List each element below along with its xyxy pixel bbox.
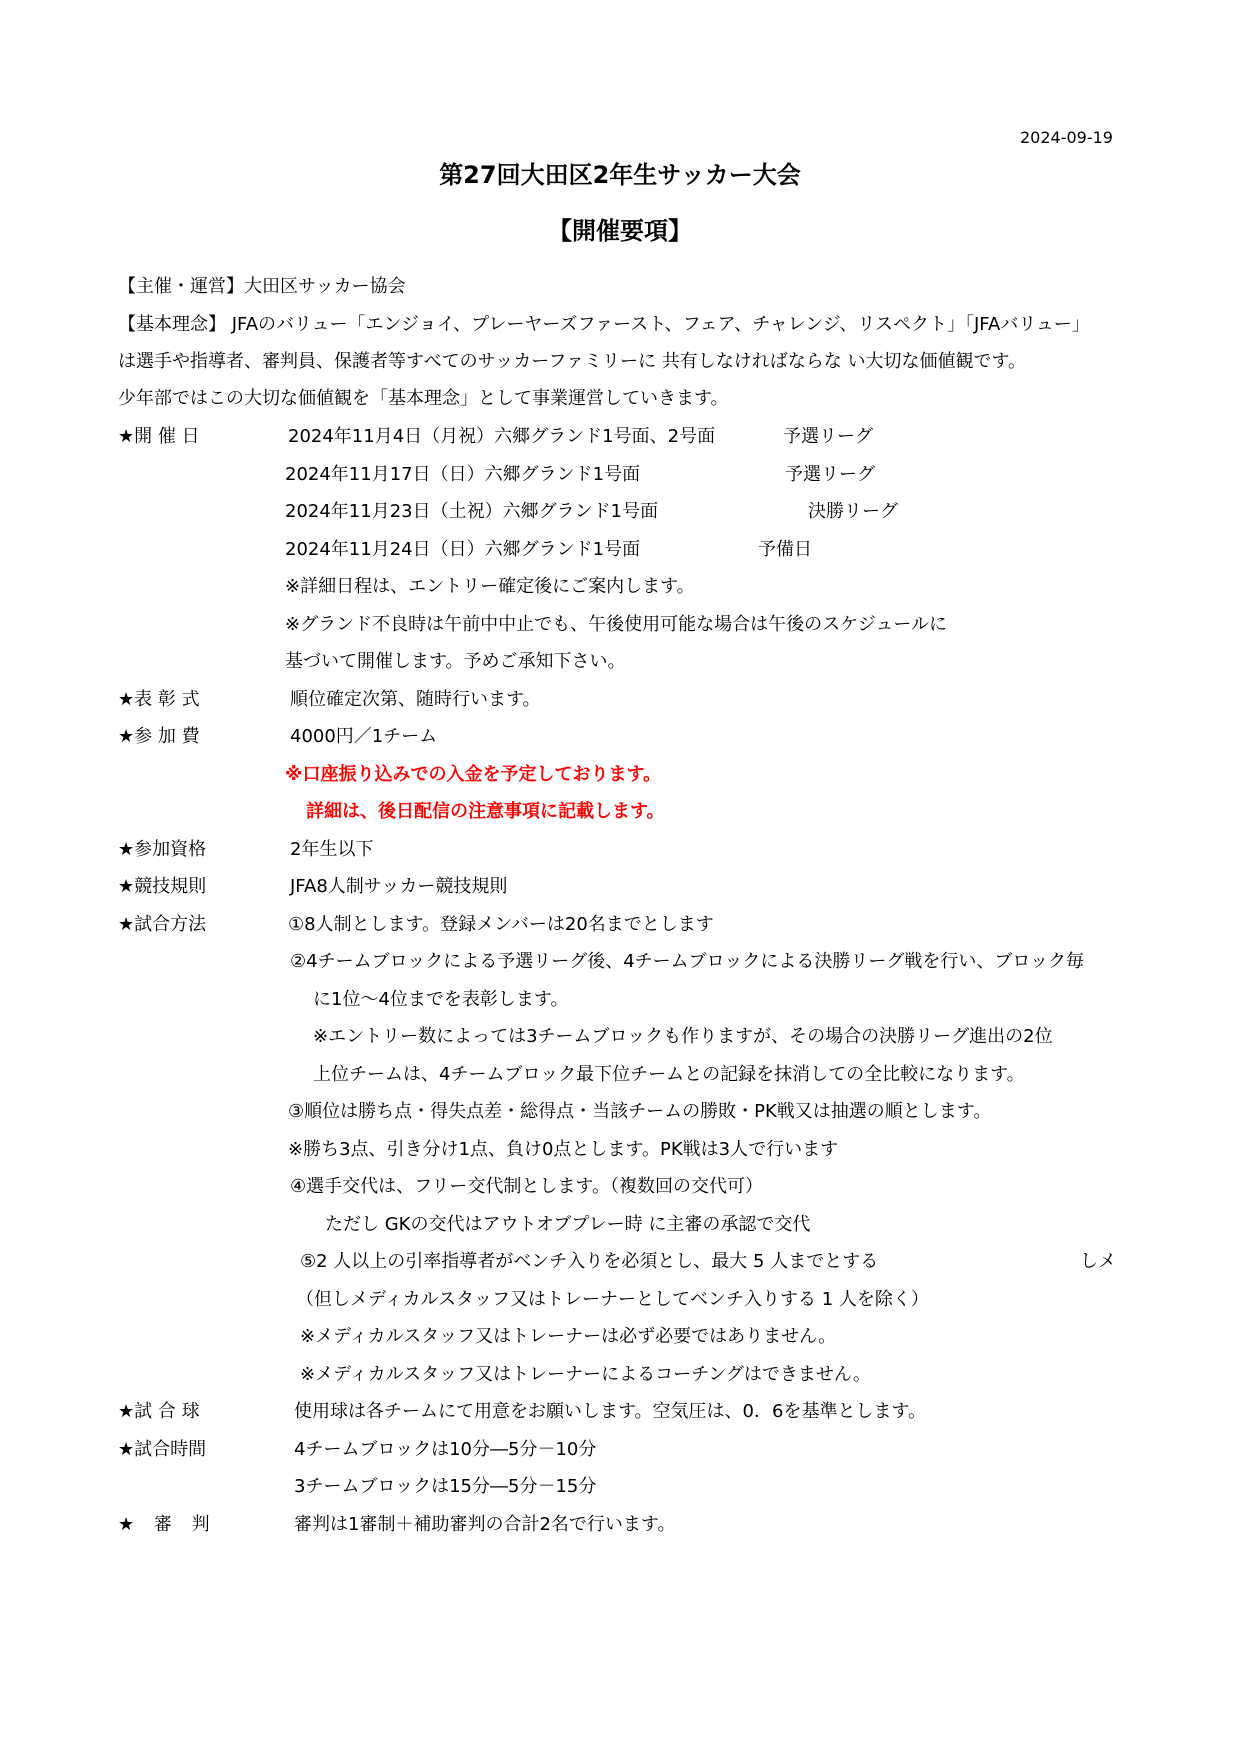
schedule-note-3: 基づいて開催します。予めご承知下さい。 <box>285 651 626 672</box>
document-date: 2024-09-19 <box>1020 128 1113 147</box>
rules-label: ★競技規則 <box>118 876 207 897</box>
method-line-12: ※メディカルスタッフ又はトレーナーは必ず必要ではありません。 <box>300 1326 837 1347</box>
schedule-label: ★開 催 日 <box>118 426 200 447</box>
eligibility-label: ★参加資格 <box>118 839 207 860</box>
fee-text: 4000円／1チーム <box>290 726 438 747</box>
schedule-type-4: 予備日 <box>758 539 812 560</box>
time-line-2: 3チームブロックは15分―5分－15分 <box>294 1476 597 1497</box>
fee-notice-2: 詳細は、後日配信の注意事項に記載します。 <box>306 801 665 822</box>
organizer-line: 【主催・運営】大田区サッカー協会 <box>118 276 406 297</box>
method-line-8: ④選手交代は、フリー交代制とします。（複数回の交代可） <box>290 1176 763 1197</box>
schedule-date-3: 2024年11月23日（土祝）六郷グランド1号面 <box>285 501 659 522</box>
schedule-type-3: 決勝リーグ <box>808 501 898 522</box>
method-line-2: ②4チームブロックによる予選リーグ後、4チームブロックによる決勝リーグ戦を行い、ブロック毎 <box>290 951 1084 972</box>
method-line-1: ①8人制とします。登録メンバーは20名までとします <box>288 914 714 935</box>
method-line-10: ⑤2 人以上の引率指導者がベンチ入りを必須とし、最大 5 人までとする <box>300 1251 879 1272</box>
schedule-type-2: 予選リーグ <box>785 464 875 485</box>
fee-label: ★参 加 費 <box>118 726 200 747</box>
award-label: ★表 彰 式 <box>118 689 200 710</box>
method-line-9: ただし GKの交代はアウトオブプレー時 に主審の承認で交代 <box>325 1214 811 1235</box>
schedule-date-4: 2024年11月24日（日）六郷グランド1号面 <box>285 539 641 560</box>
schedule-date-1: 2024年11月4日（月祝）六郷グランド1号面、2号面 <box>288 426 716 447</box>
time-line-1: 4チームブロックは10分―5分－10分 <box>294 1439 597 1460</box>
method-line-3: に1位～4位までを表彰します。 <box>313 989 569 1010</box>
ball-text: 使用球は各チームにて用意をお願いします。空気圧は、0．6を基準とします。 <box>294 1401 927 1422</box>
method-label: ★試合方法 <box>118 914 207 935</box>
method-line-11: （但しメディカルスタッフ又はトレーナーとしてベンチ入りする 1 人を除く） <box>296 1289 929 1310</box>
time-label: ★試合時間 <box>118 1439 207 1460</box>
eligibility-text: 2年生以下 <box>290 839 374 860</box>
fee-notice-1: ※口座振り込みでの入金を予定しております。 <box>285 764 662 785</box>
schedule-date-2: 2024年11月17日（日）六郷グランド1号面 <box>285 464 641 485</box>
rules-text: JFA8人制サッカー競技規則 <box>290 876 508 897</box>
method-line-13: ※メディカルスタッフ又はトレーナーによるコーチングはできません。 <box>300 1364 871 1385</box>
schedule-note-1: ※詳細日程は、エントリー確定後にご案内します。 <box>285 576 695 597</box>
method-line-10-tail: しメ <box>1080 1251 1116 1272</box>
philosophy-line-3: 少年部ではこの大切な価値観を「基本理念」として事業運営していきます。 <box>118 388 729 409</box>
method-line-4: ※エントリー数によっては3チームブロックも作りますが、その場合の決勝リーグ進出の2位 <box>313 1026 1053 1047</box>
ball-label: ★試 合 球 <box>118 1401 200 1422</box>
philosophy-line-1: 【基本理念】 JFAのバリュー「エンジョイ、プレーヤーズファースト、フェア、チャレンジ、リスペクト」「JFAバリュー」 <box>118 314 1090 335</box>
method-line-6: ③順位は勝ち点・得失点差・総得点・当該チームの勝敗・PK戦又は抽選の順とします。 <box>288 1101 992 1122</box>
schedule-type-1: 予選リーグ <box>783 426 873 447</box>
method-line-5: 上位チームは、4チームブロック最下位チームとの記録を抹消しての全比較になります。 <box>313 1064 1025 1085</box>
referee-text: 審判は1審制＋補助審判の合計2名で行います。 <box>294 1514 676 1535</box>
referee-label: ★ 審 判 <box>118 1514 210 1535</box>
schedule-note-2: ※グランド不良時は午前中中止でも、午後使用可能な場合は午後のスケジュールに <box>285 614 947 635</box>
method-line-7: ※勝ち3点、引き分け1点、負け0点とします。PK戦は3人で行います <box>288 1139 839 1160</box>
document-title: 第27回大田区2年生サッカー大会 <box>439 161 801 189</box>
philosophy-line-2: は選手や指導者、審判員、保護者等すべてのサッカーファミリーに 共有しなければならな い大切な価値観です。 <box>118 351 1027 372</box>
document-subtitle: 【開催要項】 <box>548 217 692 245</box>
award-text: 順位確定次第、随時行います。 <box>290 689 541 710</box>
